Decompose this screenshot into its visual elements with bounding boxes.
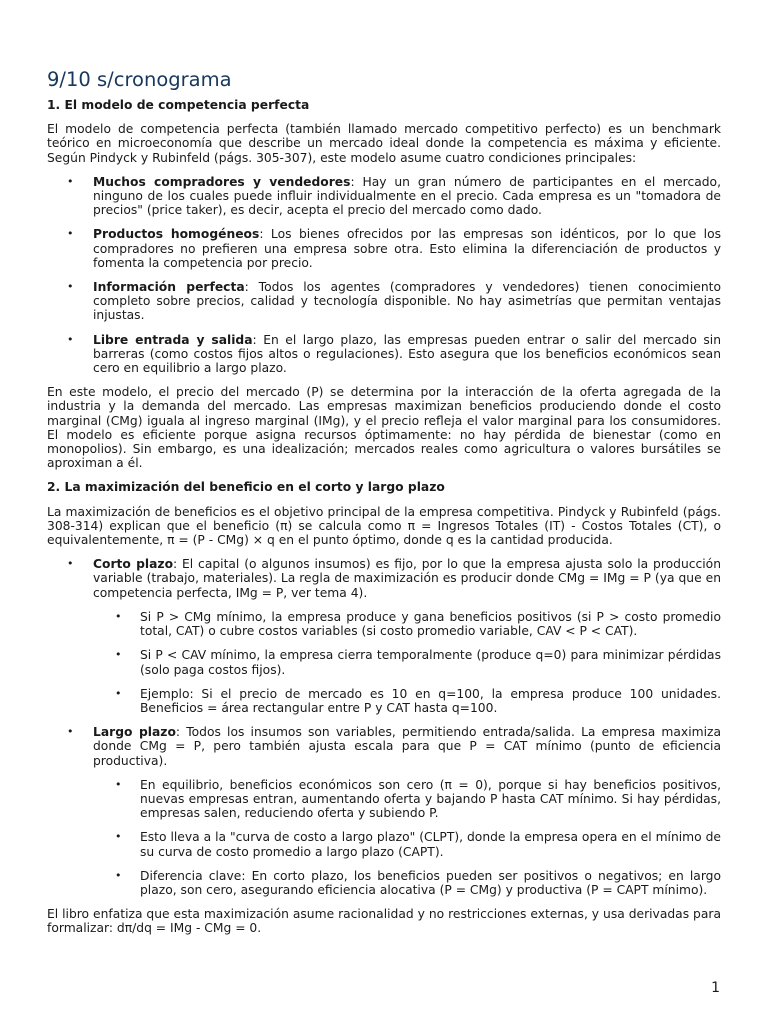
- short-run-sublist: [93, 610, 721, 715]
- section-heading-2: 2. La maximización del beneficio en el corto y largo plazo: [47, 480, 445, 495]
- long-run-title: Largo plazo: [93, 725, 176, 740]
- condition-title: Productos homogéneos: [93, 227, 260, 242]
- page-number: 1: [711, 980, 720, 996]
- bullet-icon: •: [115, 868, 122, 882]
- bullet-icon: •: [115, 609, 122, 623]
- sub-item-text: Ejemplo: Si el precio de mercado es 10 en q=100, la empresa produce 100 unidades. Beneficios = área rectangular entre P y CAT hasta q=100.: [140, 686, 721, 715]
- page-title: 9/10 s/cronograma: [47, 68, 232, 91]
- condition-text: : Hay un gran número de participantes en el mercado, ninguno de los cuales puede influir individualmente en el precio. Cada empresa es un "tomadora de precios" (price taker), es decir, acepta el precio del mercado como dado.: [93, 174, 721, 218]
- bullet-icon: •: [115, 777, 122, 791]
- short-run-title: Corto plazo: [93, 557, 174, 572]
- list-item-short-run: [47, 557, 721, 715]
- section-2-intro: La maximización de beneficios es el objetivo principal de la empresa competitiva. Pindyck y Rubinfeld (págs. 308-314) explican que el beneficio (π) se calcula como π = Ingresos Totales (IT) - Costos Totales (CT), o equivalentemente, π = (P - CMg) × q en el punto óptimo, donde q es la cantidad producida.: [47, 504, 721, 548]
- list-item: [47, 175, 721, 218]
- list-item: [47, 333, 721, 376]
- bullet-icon: •: [67, 280, 74, 294]
- bullet-icon: •: [115, 830, 122, 844]
- condition-title: Muchos compradores y vendedores: [93, 174, 351, 189]
- bullet-icon: •: [67, 332, 74, 346]
- horizon-list: [47, 557, 721, 897]
- sub-item-text: Diferencia clave: En corto plazo, los beneficios pueden ser positivos o negativos; en largo plazo, son cero, asegurando eficiencia alocativa (P = CMg) y productiva (P = CAPT mínimo).: [140, 868, 721, 897]
- sub-list-item: [93, 778, 721, 821]
- condition-title: Información perfecta: [93, 280, 245, 295]
- sub-list-item: [93, 648, 721, 676]
- section-heading-1: 1. El modelo de competencia perfecta: [47, 98, 310, 112]
- bullet-icon: •: [67, 557, 74, 571]
- condition-text: : Los bienes ofrecidos por las empresas son idénticos, por lo que los compradores no prefieren una empresa sobre otra. Esto elimina la diferenciación de productos y fomenta la competencia por precio.: [93, 227, 722, 270]
- short-run-text: : El capital (o algunos insumos) es fijo, por lo que la empresa ajusta solo la producción variable (trabajo, materiales). La regla de maximización es producir donde CMg = IMg = P (ya que en competencia perfecta, IMg = P, ver tema 4).: [93, 557, 721, 600]
- sub-item-text: En equilibrio, beneficios económicos son cero (π = 0), porque si hay beneficios positivos, nuevas empresas entran, aumentando oferta y bajando P hasta CAT mínimo. Si hay pérdidas, empresas salen, reduciendo oferta y subiendo P.: [140, 777, 721, 821]
- condition-text: : Todos los agentes (compradores y vendedores) tienen conocimiento completo sobre precios, calidad y tecnología disponible. No hay asimetrías que permitan ventajas injustas.: [93, 280, 721, 323]
- section-1-closing: En este modelo, el precio del mercado (P) se determina por la interacción de la oferta agregada de la industria y la demanda del mercado. Las empresas maximizan beneficios produciendo donde el costo marginal (CMg) iguala al ingreso marginal (IMg), y el precio refleja el valor marginal para los consumidores. El modelo es eficiente porque asigna recursos óptimamente: no hay pérdida de bienestar (como en monopolios). Sin embargo, es una idealización; mercados reales como agricultura o valores bursátiles se aproximan a él.: [47, 385, 721, 471]
- sub-list-item: [93, 610, 721, 638]
- section-1-intro: El modelo de competencia perfecta (también llamado mercado competitivo perfecto) es un benchmark teórico en microeconomía que describe un mercado ideal donde la competencia es máxima y eficiente. Según Pindyck y Rubinfeld (págs. 305-307), este modelo asume cuatro condiciones principales:: [47, 122, 721, 165]
- condition-title: Libre entrada y salida: [93, 332, 253, 347]
- long-run-sublist: [93, 778, 721, 897]
- list-item: [47, 280, 721, 323]
- sub-list-item: [93, 869, 721, 897]
- bullet-icon: •: [67, 174, 74, 188]
- bullet-icon: •: [115, 648, 122, 662]
- sub-list-item: [93, 830, 721, 858]
- section-2-closing: El libro enfatiza que esta maximización asume racionalidad y no restricciones externas, y usa derivadas para formalizar: dπ/dq = IMg - CMg = 0.: [47, 907, 721, 936]
- sub-item-text: Si P < CAV mínimo, la empresa cierra temporalmente (produce q=0) para minimizar pérdidas (solo paga costos fijos).: [140, 648, 721, 677]
- bullet-icon: •: [67, 725, 74, 739]
- sub-item-text: Esto lleva a la "curva de costo a largo plazo" (CLPT), donde la empresa opera en el mínimo de su curva de costo promedio a largo plazo (CAPT).: [140, 830, 721, 859]
- long-run-text: : Todos los insumos son variables, permitiendo entrada/salida. La empresa maximiza donde CMg = P, pero también ajusta escala para que P = CAT mínimo (punto de eficiencia productiva).: [93, 725, 721, 768]
- sub-item-text: Si P > CMg mínimo, la empresa produce y gana beneficios positivos (si P > costo promedio total, CAT) o cubre costos variables (si costo promedio variable, CAV < P < CAT).: [140, 609, 721, 639]
- bullet-icon: •: [67, 227, 74, 241]
- document-page: [47, 68, 721, 946]
- condition-text: : En el largo plazo, las empresas pueden entrar o salir del mercado sin barreras (como costos fijos altos o regulaciones). Esto asegura que los beneficios económicos sean cero en equilibrio a largo plazo.: [93, 332, 721, 376]
- sub-list-item: [93, 687, 721, 715]
- list-item: [47, 227, 721, 270]
- conditions-list: [47, 175, 721, 375]
- bullet-icon: •: [115, 686, 122, 700]
- list-item-long-run: [47, 725, 721, 897]
